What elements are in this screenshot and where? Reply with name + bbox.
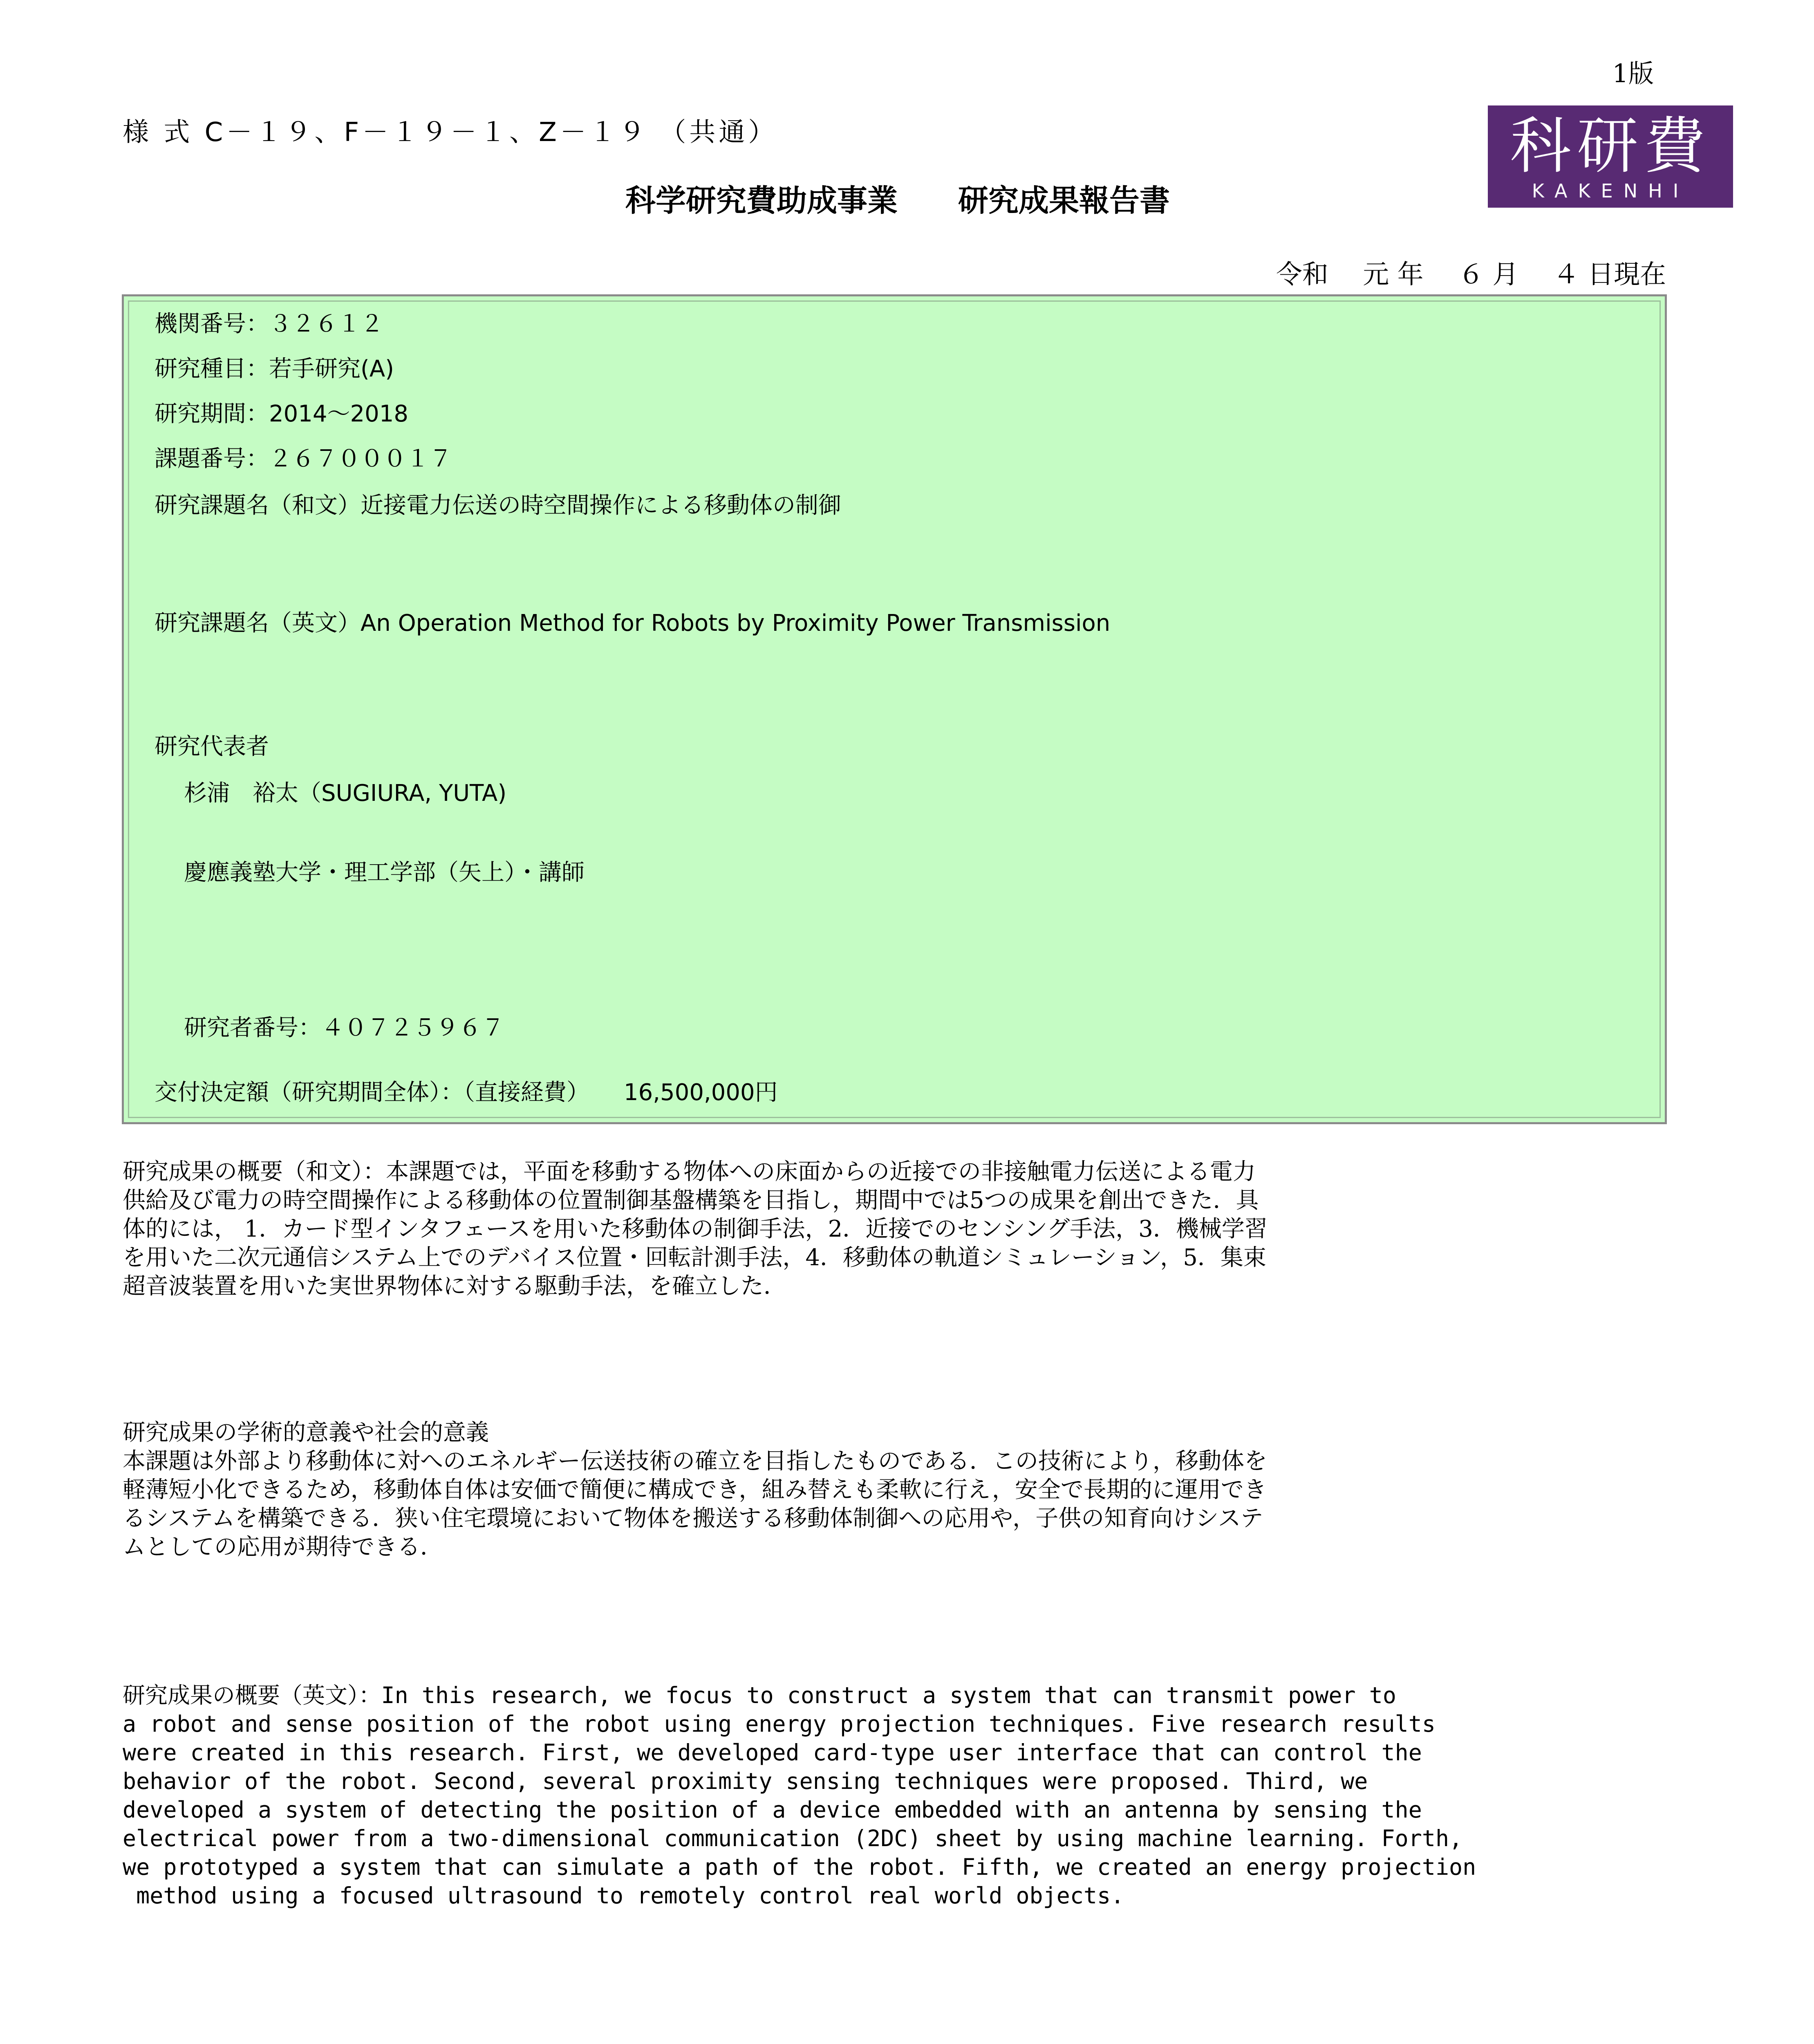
summary-ja-line: 供給及び電力の時空間操作による移動体の位置制御基盤構築を目指し，期間中では5つの成果を創出できた．具 [123, 1187, 1259, 1214]
summary-en-line: electrical power from a two-dimensional communication (2DC) sheet by using machine learning. Forth, [123, 1825, 1463, 1851]
significance-heading: 研究成果の学術的意義や社会的意義 [123, 1419, 489, 1446]
title-japanese: 研究課題名（和文）近接電力伝送の時空間操作による移動体の制御 [155, 492, 841, 519]
significance-line: るシステムを構築できる．狭い住宅環境において物体を搬送する移動体制御への応用や，子供の知育向けシステ [123, 1505, 1263, 1532]
summary-en-line: behavior of the robot. Second, several proximity sensing techniques were proposed. Third, we [123, 1768, 1368, 1794]
grant-amount: 交付決定額（研究期間全体）：（直接経費） 16,500,000円 [155, 1079, 778, 1106]
report-date: 令和 元 年 ６ 月 ４ 日現在 [1276, 260, 1666, 290]
document-title: 科学研究費助成事業 研究成果報告書 [625, 183, 1170, 218]
representative-name: 杉浦 裕太（SUGIURA, YUTA) [184, 780, 507, 807]
significance-section [123, 1419, 1594, 1562]
summary-ja-line: を用いた二次元通信システム上でのデバイス位置・回転計測手法，4．移動体の軌道シミュレーション，5．集束 [123, 1244, 1266, 1271]
institution-number: 機関番号：３２６１２ [155, 311, 383, 337]
project-number: 課題番号：２６７０００１７ [155, 446, 452, 472]
significance-line: 軽薄短小化できるため，移動体自体は安価で簡便に構成でき，組み替えも柔軟に行え，安全で長期的に運用でき [123, 1477, 1267, 1503]
kakenhi-logo [1488, 105, 1733, 208]
summary-japanese [123, 1158, 1594, 1301]
logo-sub-text: KAKENHI [1532, 180, 1689, 202]
title-english: 研究課題名（英文）An Operation Method for Robots by Proximity Power Transmission [155, 610, 1111, 637]
summary-en-line: we prototyped a system that can simulate a path of the robot. Fifth, we created an energy projection [123, 1854, 1476, 1880]
research-category: 研究種目：若手研究(A) [155, 356, 394, 382]
affiliation: 慶應義塾大学・理工学部（矢上）・講師 [184, 859, 585, 886]
summary-en-line: method using a focused ultrasound to remotely control real world objects. [123, 1883, 1124, 1909]
summary-english [123, 1681, 1594, 1910]
significance-line: 本課題は外部より移動体に対へのエネルギー伝送技術の確立を目指したものである．この技術により，移動体を [123, 1448, 1267, 1475]
research-period: 研究期間：2014～2018 [155, 401, 409, 427]
representative-label: 研究代表者 [155, 733, 269, 760]
summary-ja-line: 超音波装置を用いた実世界物体に対する駆動手法，を確立した． [123, 1273, 786, 1300]
summary-ja-line: 体的には， 1．カード型インタフェースを用いた移動体の制御手法，2．近接でのセンシング手法，3．機械学習 [123, 1216, 1268, 1242]
researcher-number: 研究者番号：４０７２５９６７ [184, 1015, 504, 1041]
significance-line: ムとしての応用が期待できる． [123, 1534, 443, 1560]
version-label: 1版 [1612, 58, 1654, 88]
summary-en-line: were created in this research. First, we developed card-type user interface that can control the [123, 1739, 1422, 1766]
summary-en-line: 研究成果の概要（英文）：In this research, we focus to construct a system that can transmit power to [123, 1682, 1396, 1708]
summary-en-line: developed a system of detecting the position of a device embedded with an antenna by sensing the [123, 1797, 1422, 1823]
form-number: 様 式 C－１９、F－１９－１、Z－１９ （共通） [123, 117, 778, 148]
summary-ja-line: 研究成果の概要（和文）：本課題では，平面を移動する物体への床面からの近接での非接触電力伝送による電力 [123, 1159, 1256, 1185]
logo-main-text: 科研費 [1509, 111, 1711, 182]
summary-en-line: a robot and sense position of the robot using energy projection techniques. Five research results [123, 1711, 1436, 1737]
